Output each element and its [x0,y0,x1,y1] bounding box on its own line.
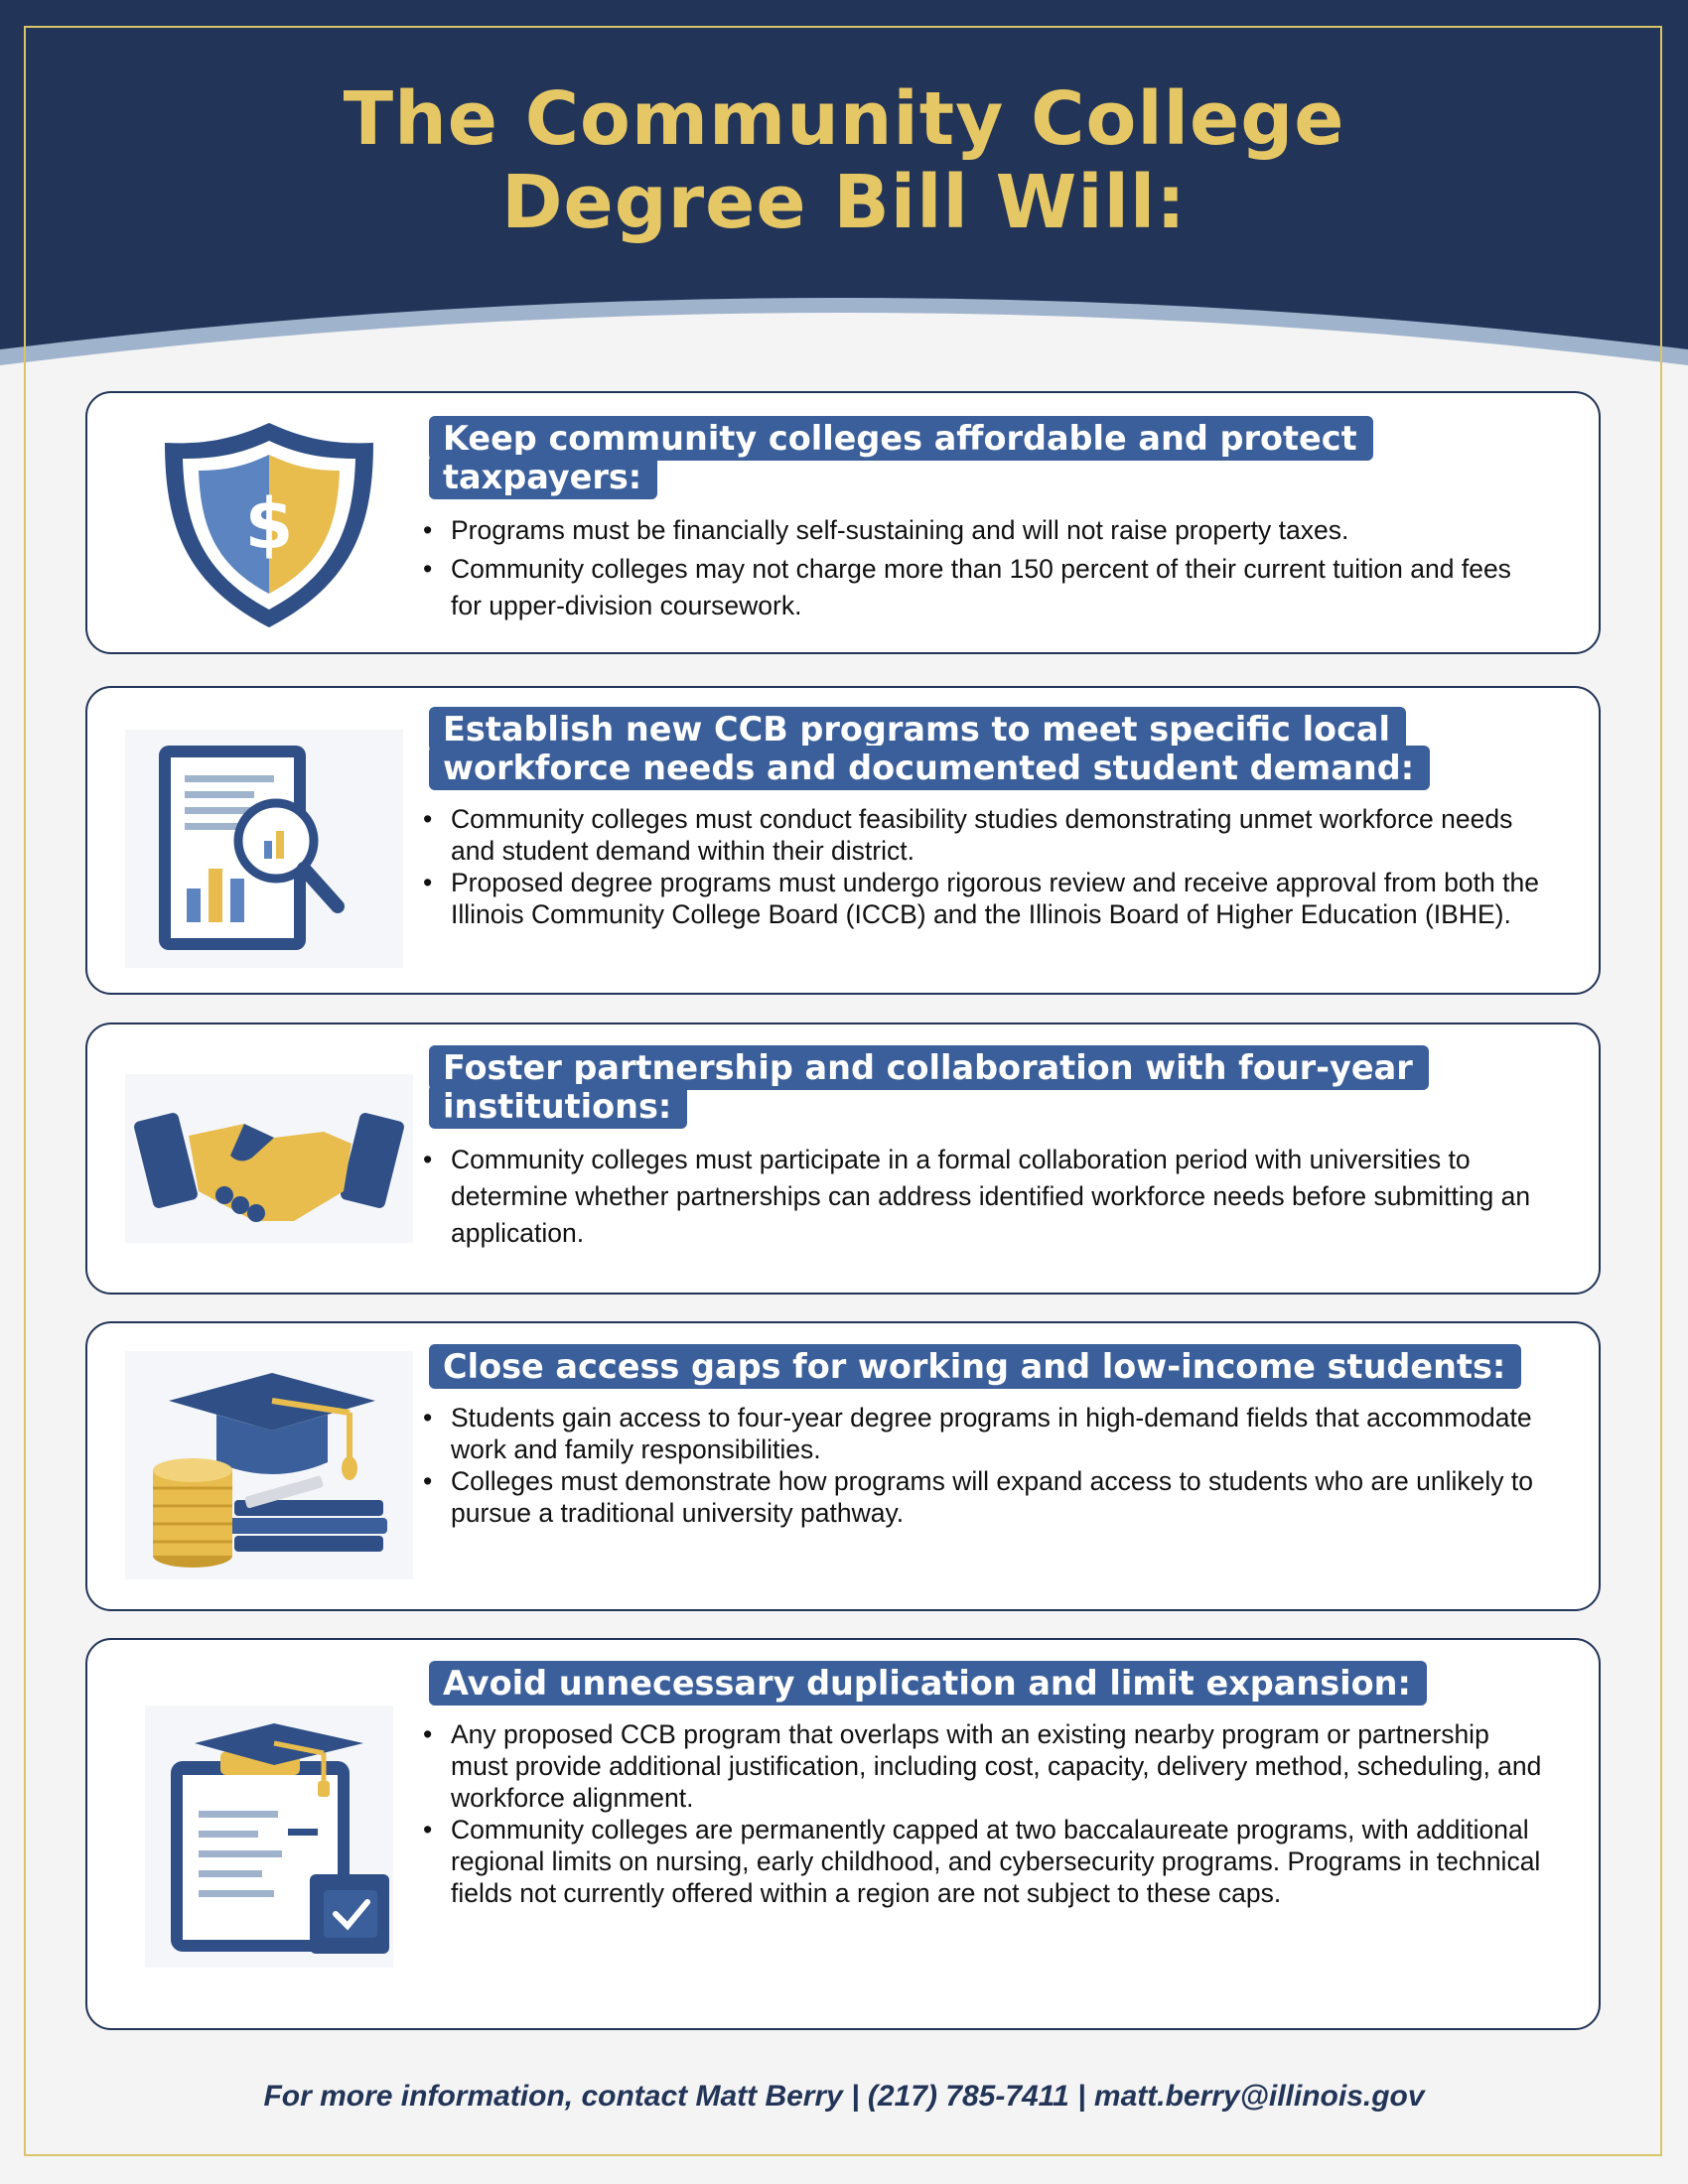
bullet-list [429,1718,1549,1909]
bullet-item: • Proposed degree programs must undergo rigorous review and receive approval from both the Illinois Community College Board (ICCB) and the Illinois Board of Higher Education (IBHE). [429,867,1549,930]
section-card-partnership [85,1023,1601,1295]
section-heading: Establish new CCB programs to meet specific local workforce needs and documented student demand: [429,710,1549,787]
section-card-duplication [85,1638,1601,2030]
section-card-workforce-needs [85,686,1601,995]
bullet-item: • Any proposed CCB program that overlaps with an existing nearby program or partnership must provide additional justification, including cost, capacity, delivery method, scheduling, and workforce alignment. [429,1718,1549,1814]
section-card-access-gaps [85,1321,1601,1611]
section-content [429,1664,1549,1909]
section-content [429,710,1549,930]
section-heading: Avoid unnecessary duplication and limit expansion: [429,1664,1549,1703]
bullet-item: • Programs must be financially self-sustaining and will not raise property taxes. [429,512,1549,549]
bullet-list [429,1402,1549,1529]
bullet-item: • Community colleges must conduct feasibility studies demonstrating unmet workforce needs and student demand within their district. [429,803,1549,867]
bullet-list [429,803,1549,930]
handshake-icon [125,1074,413,1243]
section-content [429,419,1549,626]
bullet-list [429,512,1549,624]
bullet-item: • Colleges must demonstrate how programs will expand access to students who are unlikely to pursue a traditional university pathway. [429,1465,1549,1529]
report-magnifier-icon [125,730,413,968]
bullet-item: • Students gain access to four-year degree programs in high-demand fields that accommodate work and family responsibilities. [429,1402,1549,1465]
title-line-2: Degree Bill Will: [501,160,1187,245]
svg-text:$: $ [244,483,294,565]
bullet-item: • Community colleges are permanently capped at two baccalaureate programs, with additional regional limits on nursing, early childhood, and cybersecurity programs. Programs in technical fields not currently offered within a region are not subject to these caps. [429,1814,1549,1909]
bullet-item: • Community colleges must participate in a formal collaboration period with universities to determine whether partnerships can address identified workforce needs before submitting an application. [429,1142,1549,1252]
section-content [429,1048,1549,1254]
bullet-item: • Community colleges may not charge more than 150 percent of their current tuition and fees for upper-division coursework. [429,551,1549,624]
bullet-list [429,1142,1549,1252]
title-line-1: The Community College [343,76,1345,162]
section-content [429,1347,1549,1529]
page-title [0,77,1688,244]
section-card-affordability [85,391,1601,654]
footer-contact: For more information, contact Matt Berry | (217) 785-7411 | matt.berry@illinois.gov [263,2080,1425,2113]
shield-dollar-icon [125,415,413,633]
section-heading: Keep community colleges affordable and protect taxpayers: [429,419,1549,496]
clipboard-checklist-icon [125,1706,413,1968]
graduation-cap-coins-icon [125,1351,413,1579]
section-heading: Close access gaps for working and low-income students: [429,1347,1549,1386]
section-heading: Foster partnership and collaboration with four-year institutions: [429,1048,1549,1126]
